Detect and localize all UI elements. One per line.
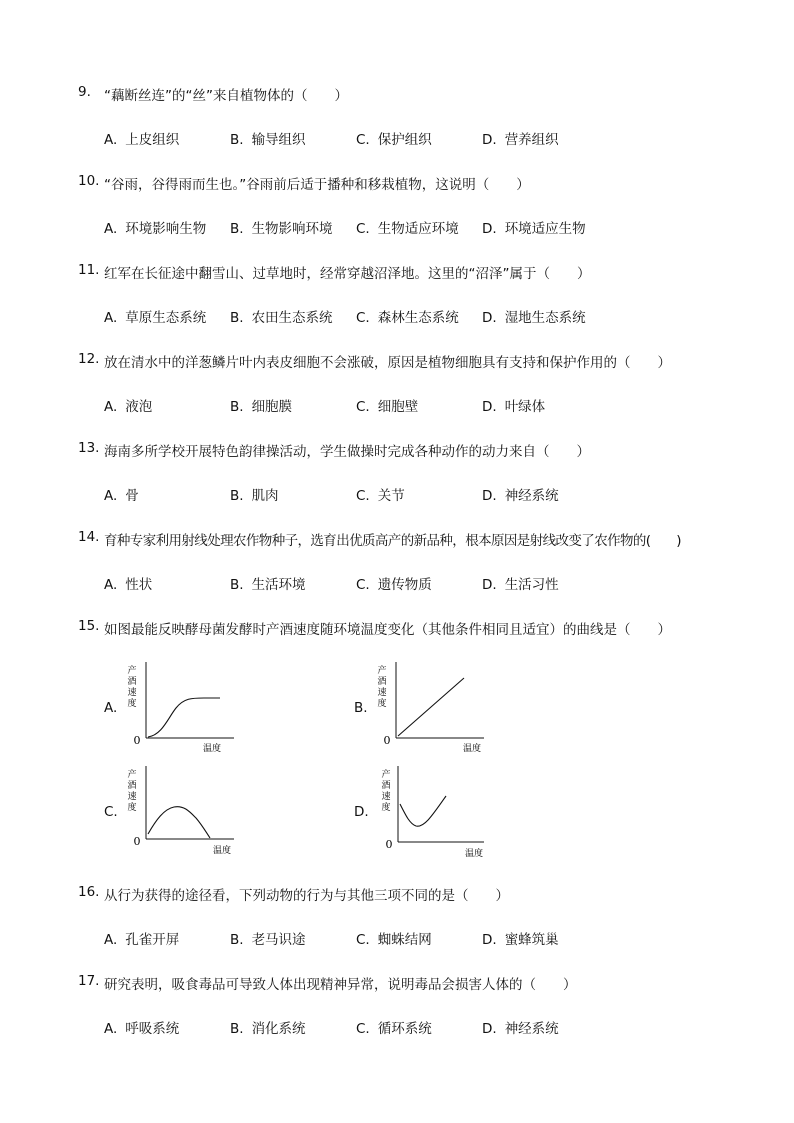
graph-option-a[interactable]: [104, 660, 244, 755]
question-number: 12.: [78, 351, 100, 367]
option-d[interactable]: D. 神经系统: [482, 1021, 559, 1037]
y-label: 度: [381, 803, 391, 813]
option-a[interactable]: A. 呼吸系统: [104, 1021, 180, 1037]
option-d[interactable]: D. 叶绿体: [482, 399, 546, 415]
option-d[interactable]: D. 生活习性: [482, 577, 559, 593]
graph-option-c[interactable]: [104, 764, 244, 859]
option-d[interactable]: D. 蜜蜂筑巢: [482, 932, 559, 948]
x-label: 温度: [464, 849, 484, 859]
option-a[interactable]: A. 孔雀开屏: [104, 932, 180, 948]
option-a[interactable]: A. 草原生态系统: [104, 310, 207, 326]
option-c[interactable]: C. 森林生态系统: [356, 310, 459, 326]
y-label: 酒: [127, 677, 137, 687]
graph-letter: A.: [104, 700, 118, 716]
question-text: 红军在长征途中翻雪山、过草地时，经常穿越沼泽地。这里的“沼泽”属于（ ）: [104, 266, 591, 282]
y-label: 度: [377, 699, 387, 709]
question-number: 17.: [78, 973, 100, 989]
origin-label: 0: [133, 835, 141, 848]
option-c[interactable]: C. 关节: [356, 488, 405, 504]
y-label: 速: [127, 792, 137, 802]
graph-option-d[interactable]: [354, 764, 494, 859]
graph-a: [104, 660, 244, 755]
y-label: 产: [127, 666, 137, 676]
graph-option-b[interactable]: [354, 660, 494, 755]
graph-letter: B.: [354, 700, 368, 716]
option-c[interactable]: C. 遗传物质: [356, 577, 432, 593]
question-text: 育种专家利用射线处理农作物种子，选育出优质高产的新品种，根本原因是射线改变了农作物的( ): [104, 533, 681, 549]
curve: [398, 678, 464, 736]
origin-label: 0: [385, 838, 393, 851]
option-c[interactable]: C. 循环系统: [356, 1021, 432, 1037]
graph-c: [104, 764, 244, 859]
option-d[interactable]: D. 环境适应生物: [482, 221, 586, 237]
origin-label: 0: [383, 734, 391, 747]
option-b[interactable]: B. 生活环境: [230, 577, 306, 593]
y-label: 酒: [127, 781, 137, 791]
question-text: 研究表明，吸食毒品可导致人体出现精神异常，说明毒品会损害人体的（ ）: [104, 977, 577, 993]
graph-letter: D.: [354, 804, 369, 820]
y-label: 度: [127, 803, 137, 813]
question-number: 14.: [78, 529, 100, 545]
curve: [148, 807, 210, 838]
option-a[interactable]: A. 液泡: [104, 399, 153, 415]
y-label: 速: [377, 688, 387, 698]
question-number: 16.: [78, 884, 100, 900]
question-number: 9.: [78, 84, 91, 100]
question-text: “藕断丝连”的“丝”来自植物体的（ ）: [104, 88, 348, 104]
option-b[interactable]: B. 肌肉: [230, 488, 279, 504]
curve: [400, 796, 446, 826]
x-label: 温度: [212, 846, 232, 856]
option-a[interactable]: A. 骨: [104, 488, 139, 504]
y-label: 度: [127, 699, 137, 709]
curve: [148, 698, 220, 737]
question-number: 13.: [78, 440, 100, 456]
option-b[interactable]: B. 输导组织: [230, 132, 306, 148]
option-d[interactable]: D. 神经系统: [482, 488, 559, 504]
y-label: 产: [127, 770, 137, 780]
option-b[interactable]: B. 细胞膜: [230, 399, 293, 415]
x-label: 温度: [462, 744, 482, 754]
graph-letter: C.: [104, 804, 118, 820]
question-text: 海南多所学校开展特色韵律操活动，学生做操时完成各种动作的动力来自（ ）: [104, 444, 590, 460]
option-a[interactable]: A. 性状: [104, 577, 153, 593]
y-label: 酒: [381, 781, 391, 791]
option-c[interactable]: C. 蜘蛛结网: [356, 932, 432, 948]
option-c[interactable]: C. 保护组织: [356, 132, 432, 148]
question-number: 10.: [78, 173, 100, 189]
option-b[interactable]: B. 消化系统: [230, 1021, 306, 1037]
x-label: 温度: [202, 744, 222, 754]
option-a[interactable]: A. 环境影响生物: [104, 221, 207, 237]
origin-label: 0: [133, 734, 141, 747]
option-b[interactable]: B. 生物影响环境: [230, 221, 333, 237]
y-label: 产: [381, 770, 391, 780]
option-a[interactable]: A. 上皮组织: [104, 132, 180, 148]
option-c[interactable]: C. 细胞壁: [356, 399, 419, 415]
y-label: 速: [127, 688, 137, 698]
option-d[interactable]: D. 营养组织: [482, 132, 559, 148]
question-text: 如图最能反映酵母菌发酵时产酒速度随环境温度变化（其他条件相同且适宜）的曲线是（ ）: [104, 622, 671, 638]
question-text: 放在清水中的洋葱鳞片叶内表皮细胞不会涨破，原因是植物细胞具有支持和保护作用的（ ）: [104, 355, 671, 371]
graph-d: [354, 764, 494, 859]
graph-b: [354, 660, 494, 755]
y-label: 速: [381, 792, 391, 802]
question-text: 从行为获得的途径看，下列动物的行为与其他三项不同的是（ ）: [104, 888, 509, 904]
question-text: “谷雨，谷得雨而生也。”谷雨前后适于播种和移栽植物，这说明（ ）: [104, 177, 530, 193]
question-number: 11.: [78, 262, 100, 278]
option-d[interactable]: D. 湿地生态系统: [482, 310, 586, 326]
y-label: 产: [377, 666, 387, 676]
y-label: 酒: [377, 677, 387, 687]
option-b[interactable]: B. 农田生态系统: [230, 310, 333, 326]
question-number: 15.: [78, 618, 100, 634]
option-c[interactable]: C. 生物适应环境: [356, 221, 459, 237]
option-b[interactable]: B. 老马识途: [230, 932, 306, 948]
